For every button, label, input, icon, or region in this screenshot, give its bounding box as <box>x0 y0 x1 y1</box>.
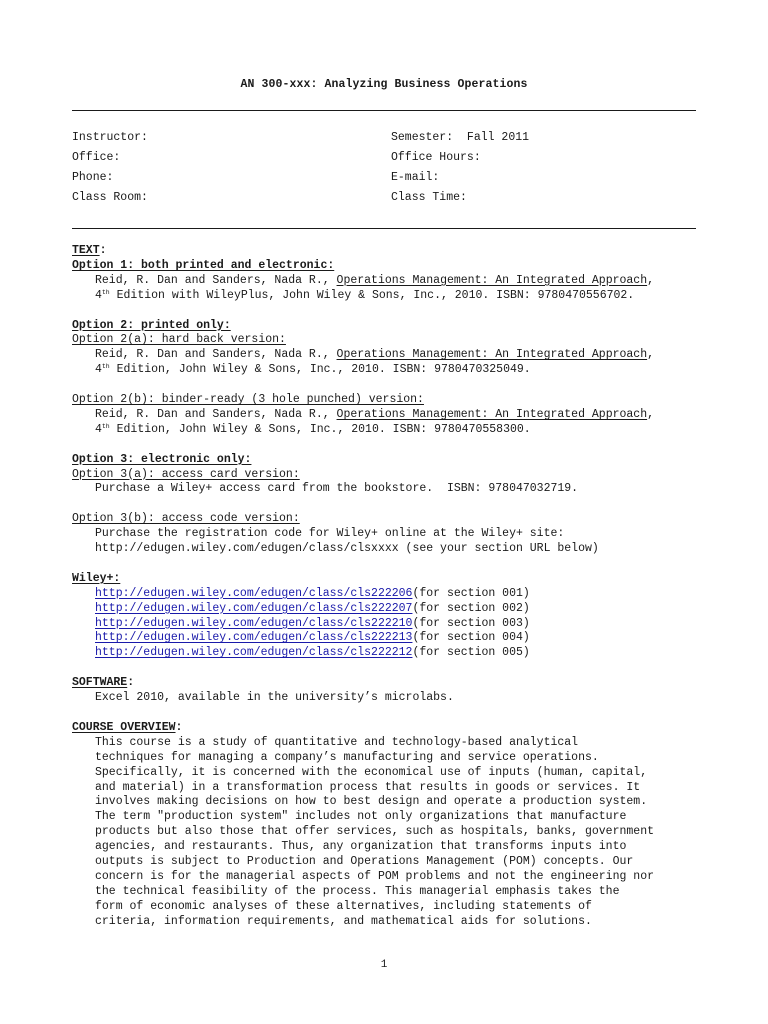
overview-line: agencies, and restaurants. Thus, any organization that transforms inputs into <box>95 840 627 854</box>
overview-line: and material) in a transformation process that results in goods or services. It <box>95 780 641 794</box>
phone-label: Phone: <box>72 171 114 184</box>
option1-heading: Option 1: both printed and electronic: <box>72 258 335 272</box>
option1-edition: 4th Edition with WileyPlus, John Wiley & Sons, Inc., 2010. ISBN: 9780470556702. <box>95 288 635 302</box>
option2a-heading: Option 2(a): hard back version: <box>72 333 286 347</box>
option3a-heading: Option 3(a): access card version: <box>72 467 300 481</box>
wiley-heading: Wiley+: <box>72 571 121 585</box>
instructor-label: Instructor: <box>72 131 148 144</box>
wiley-link-row: http://edugen.wiley.com/edugen/class/cls222206(for section 001) <box>95 586 530 600</box>
top-divider <box>72 110 696 111</box>
software-heading: SOFTWARE: <box>72 676 135 690</box>
book-title: Operations Management: An Integrated Approach <box>336 348 648 362</box>
header-divider <box>72 228 696 229</box>
option2a-edition: 4th Edition, John Wiley & Sons, Inc., 2010. ISBN: 9780470325049. <box>95 363 531 377</box>
wiley-link-row: http://edugen.wiley.com/edugen/class/cls222212(for section 005) <box>95 646 530 660</box>
option3b-url-text: http://edugen.wiley.com/edugen/class/clsxxxx (see your section URL below) <box>95 542 599 556</box>
page-number: 1 <box>380 959 388 971</box>
option2a-citation: Reid, R. Dan and Sanders, Nada R., Operations Management: An Integrated Approach, <box>95 348 655 362</box>
class-room-label: Class Room: <box>72 191 148 204</box>
overview-line: techniques for managing a company’s manufacturing and service operations. <box>95 750 599 764</box>
office-label: Office: <box>72 151 121 164</box>
overview-line: The term "production system" includes not only organizations that manufacture <box>95 810 627 824</box>
wiley-link-row: http://edugen.wiley.com/edugen/class/cls222207(for section 002) <box>95 601 530 615</box>
option3b-heading: Option 3(b): access code version: <box>72 512 300 526</box>
wiley-link-section-004[interactable]: http://edugen.wiley.com/edugen/class/cls222213 <box>95 631 413 645</box>
text-heading: TEXT: <box>72 244 107 257</box>
wiley-link-row: http://edugen.wiley.com/edugen/class/cls222210(for section 003) <box>95 616 530 630</box>
overview-line: products but also those that offer services, such as hospitals, banks, government <box>95 825 654 839</box>
wiley-link-section-003[interactable]: http://edugen.wiley.com/edugen/class/cls222210 <box>95 616 413 630</box>
overview-line: Specifically, it is concerned with the economical use of inputs (human, capital, <box>95 765 648 779</box>
software-text: Excel 2010, available in the university’s microlabs. <box>95 691 454 705</box>
option3a-text: Purchase a Wiley+ access card from the bookstore. ISBN: 978047032719. <box>95 482 579 496</box>
option2b-heading: Option 2(b): binder-ready (3 hole punched) version: <box>72 393 424 407</box>
wiley-link-section-002[interactable]: http://edugen.wiley.com/edugen/class/cls222207 <box>95 601 413 615</box>
overview-line: This course is a study of quantitative and technology-based analytical <box>95 735 579 749</box>
syllabus-body <box>72 244 696 930</box>
book-title: Operations Management: An Integrated Approach <box>336 407 648 421</box>
course-overview-paragraph <box>72 736 696 930</box>
option3b-text: Purchase the registration code for Wiley+ online at the Wiley+ site: <box>95 527 565 541</box>
wiley-link-row: http://edugen.wiley.com/edugen/class/cls222213(for section 004) <box>95 631 530 645</box>
book-title: Operations Management: An Integrated Approach <box>336 273 648 287</box>
page-title: AN 300-xxx: Analyzing Business Operations <box>240 78 528 91</box>
option2-heading: Option 2: printed only: <box>72 318 231 332</box>
overview-line: criteria, information requirements, and mathematical aids for solutions. <box>95 914 592 928</box>
class-time-label: Class Time: <box>391 191 467 204</box>
option2b-citation: Reid, R. Dan and Sanders, Nada R., Operations Management: An Integrated Approach, <box>95 407 655 421</box>
overview-line: involves making decisions on how to best design and operate a production system. <box>95 795 648 809</box>
email-label: E-mail: <box>391 171 440 184</box>
overview-line: outputs is subject to Production and Operations Management (POM) concepts. Our <box>95 855 634 869</box>
option3-heading: Option 3: electronic only: <box>72 452 252 466</box>
overview-line: form of economic analyses of these alternatives, including statements of <box>95 899 592 913</box>
course-overview-heading: COURSE OVERVIEW: <box>72 720 183 734</box>
wiley-link-section-005[interactable]: http://edugen.wiley.com/edugen/class/cls222212 <box>95 646 413 660</box>
semester-label: Semester: Fall 2011 <box>391 131 530 144</box>
overview-line: the technical feasibility of the process. This managerial emphasis takes the <box>95 884 620 898</box>
office-hours-label: Office Hours: <box>391 151 481 164</box>
option1-citation: Reid, R. Dan and Sanders, Nada R., Operations Management: An Integrated Approach, <box>95 273 655 287</box>
overview-line: concern is for the managerial aspects of POM problems and not the engineering nor <box>95 869 654 883</box>
wiley-link-section-001[interactable]: http://edugen.wiley.com/edugen/class/cls222206 <box>95 586 413 600</box>
option2b-edition: 4th Edition, John Wiley & Sons, Inc., 2010. ISBN: 9780470558300. <box>95 422 531 436</box>
